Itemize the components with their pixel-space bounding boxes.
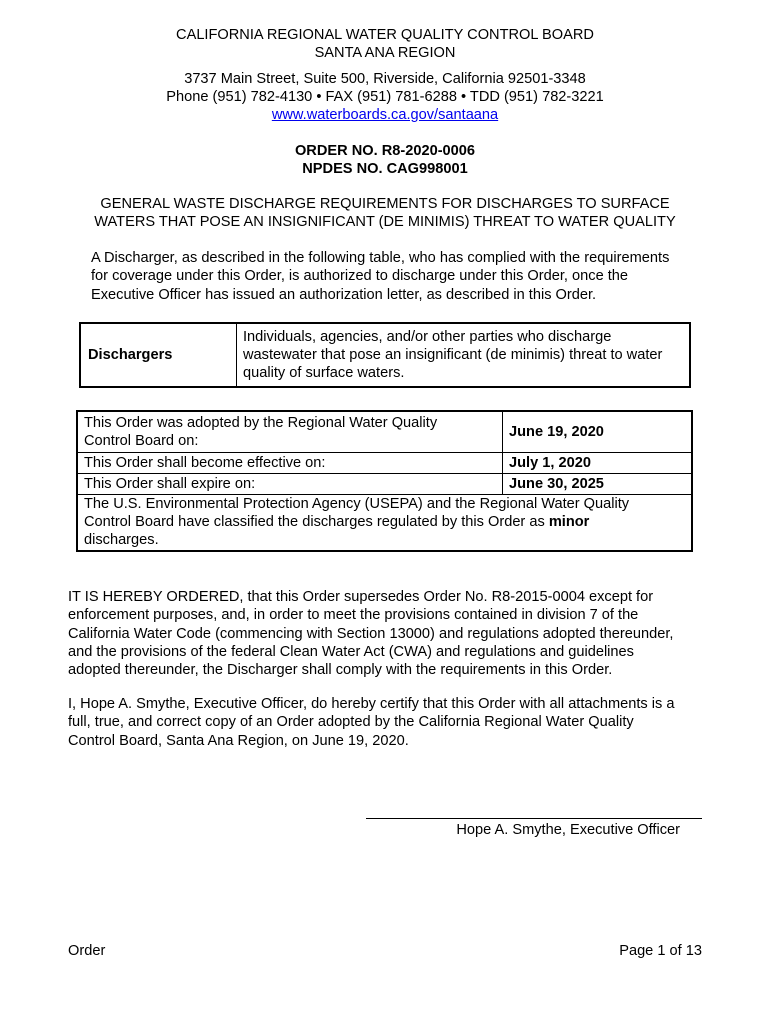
ordered-line: California Water Code (commencing with Section 13000) and regulations adopted thereunder, xyxy=(68,625,674,642)
adopted-label xyxy=(77,411,503,452)
effective-date: July 1, 2020 xyxy=(503,452,693,473)
classification-minor: minor xyxy=(548,514,590,531)
order-title-line2: WATERS THAT POSE AN INSIGNIFICANT (DE MINIMIS) THREAT TO WATER QUALITY xyxy=(94,214,676,230)
ordered-paragraph xyxy=(68,588,673,679)
expire-label: This Order shall expire on: xyxy=(77,473,503,494)
intro-line: Executive Officer has issued an authorization letter, as described in this Order. xyxy=(91,286,597,303)
dischargers-table xyxy=(79,322,691,388)
certify-line: full, true, and correct copy of an Order adopted by the California Regional Water Quality xyxy=(68,714,634,731)
board-name: CALIFORNIA REGIONAL WATER QUALITY CONTROL BOARD xyxy=(176,27,594,43)
website-link[interactable]: www.waterboards.ca.gov/santaana xyxy=(271,107,499,123)
expire-date: June 30, 2025 xyxy=(503,473,693,494)
npdes-number: NPDES NO. CAG998001 xyxy=(302,161,468,177)
dischargers-label: Dischargers xyxy=(80,323,237,387)
signature-name: Hope A. Smythe, Executive Officer xyxy=(456,822,680,838)
website-link-row xyxy=(0,106,770,124)
certify-line: Control Board, Santa Ana Region, on June 19, 2020. xyxy=(68,732,409,749)
intro-line: for coverage under this Order, is authorized to discharge under this Order, once the xyxy=(91,268,629,285)
ordered-line: enforcement purposes, and, in order to meet the provisions contained in division 7 of the xyxy=(68,607,639,624)
ordered-line: IT IS HEREBY ORDERED, that this Order supersedes Order No. R8-2015-0004 except for xyxy=(68,589,654,605)
classification-text: Control Board have classified the discharges regulated by this Order as xyxy=(84,514,549,531)
order-title-line1: GENERAL WASTE DISCHARGE REQUIREMENTS FOR DISCHARGES TO SURFACE xyxy=(100,196,670,212)
dates-table xyxy=(76,410,693,552)
dischargers-desc-line: wastewater that pose an insignificant (de minimis) threat to water xyxy=(243,347,663,363)
address: 3737 Main Street, Suite 500, Riverside, California 92501-3348 xyxy=(184,71,586,87)
intro-line: A Discharger, as described in the following table, who has complied with the requirements xyxy=(91,250,670,266)
dischargers-description xyxy=(237,323,691,387)
adopted-label-line: This Order was adopted by the Regional Water Quality xyxy=(84,414,438,431)
footer-label: Order xyxy=(68,943,106,959)
ordered-line: and the provisions of the federal Clean Water Act (CWA) and regulations and guidelines xyxy=(68,643,634,660)
effective-label: This Order shall become effective on: xyxy=(77,452,503,473)
adopted-date: June 19, 2020 xyxy=(503,411,693,452)
classification-line: discharges. xyxy=(84,532,159,549)
page-number: Page 1 of 13 xyxy=(619,943,702,959)
classification-line xyxy=(84,513,685,531)
signature-line xyxy=(366,818,702,819)
dischargers-desc-line: Individuals, agencies, and/or other parties who discharge xyxy=(243,329,612,345)
certify-line: I, Hope A. Smythe, Executive Officer, do hereby certify that this Order with all attachments is a xyxy=(68,696,675,712)
classification-line: The U.S. Environmental Protection Agency (USEPA) and the Regional Water Quality xyxy=(84,496,630,513)
order-number: ORDER NO. R8-2020-0006 xyxy=(294,143,476,159)
ordered-line: adopted thereunder, the Discharger shall comply with the requirements in this Order. xyxy=(68,662,613,679)
certify-paragraph xyxy=(68,695,674,750)
intro-paragraph xyxy=(91,249,669,304)
adopted-label-line: Control Board on: xyxy=(84,432,199,449)
region-name: SANTA ANA REGION xyxy=(314,45,456,61)
classification-cell xyxy=(77,494,692,551)
phone-line: Phone (951) 782-4130 • FAX (951) 781-6288 • TDD (951) 782-3221 xyxy=(166,89,604,105)
dischargers-desc-line: quality of surface waters. xyxy=(243,365,405,381)
